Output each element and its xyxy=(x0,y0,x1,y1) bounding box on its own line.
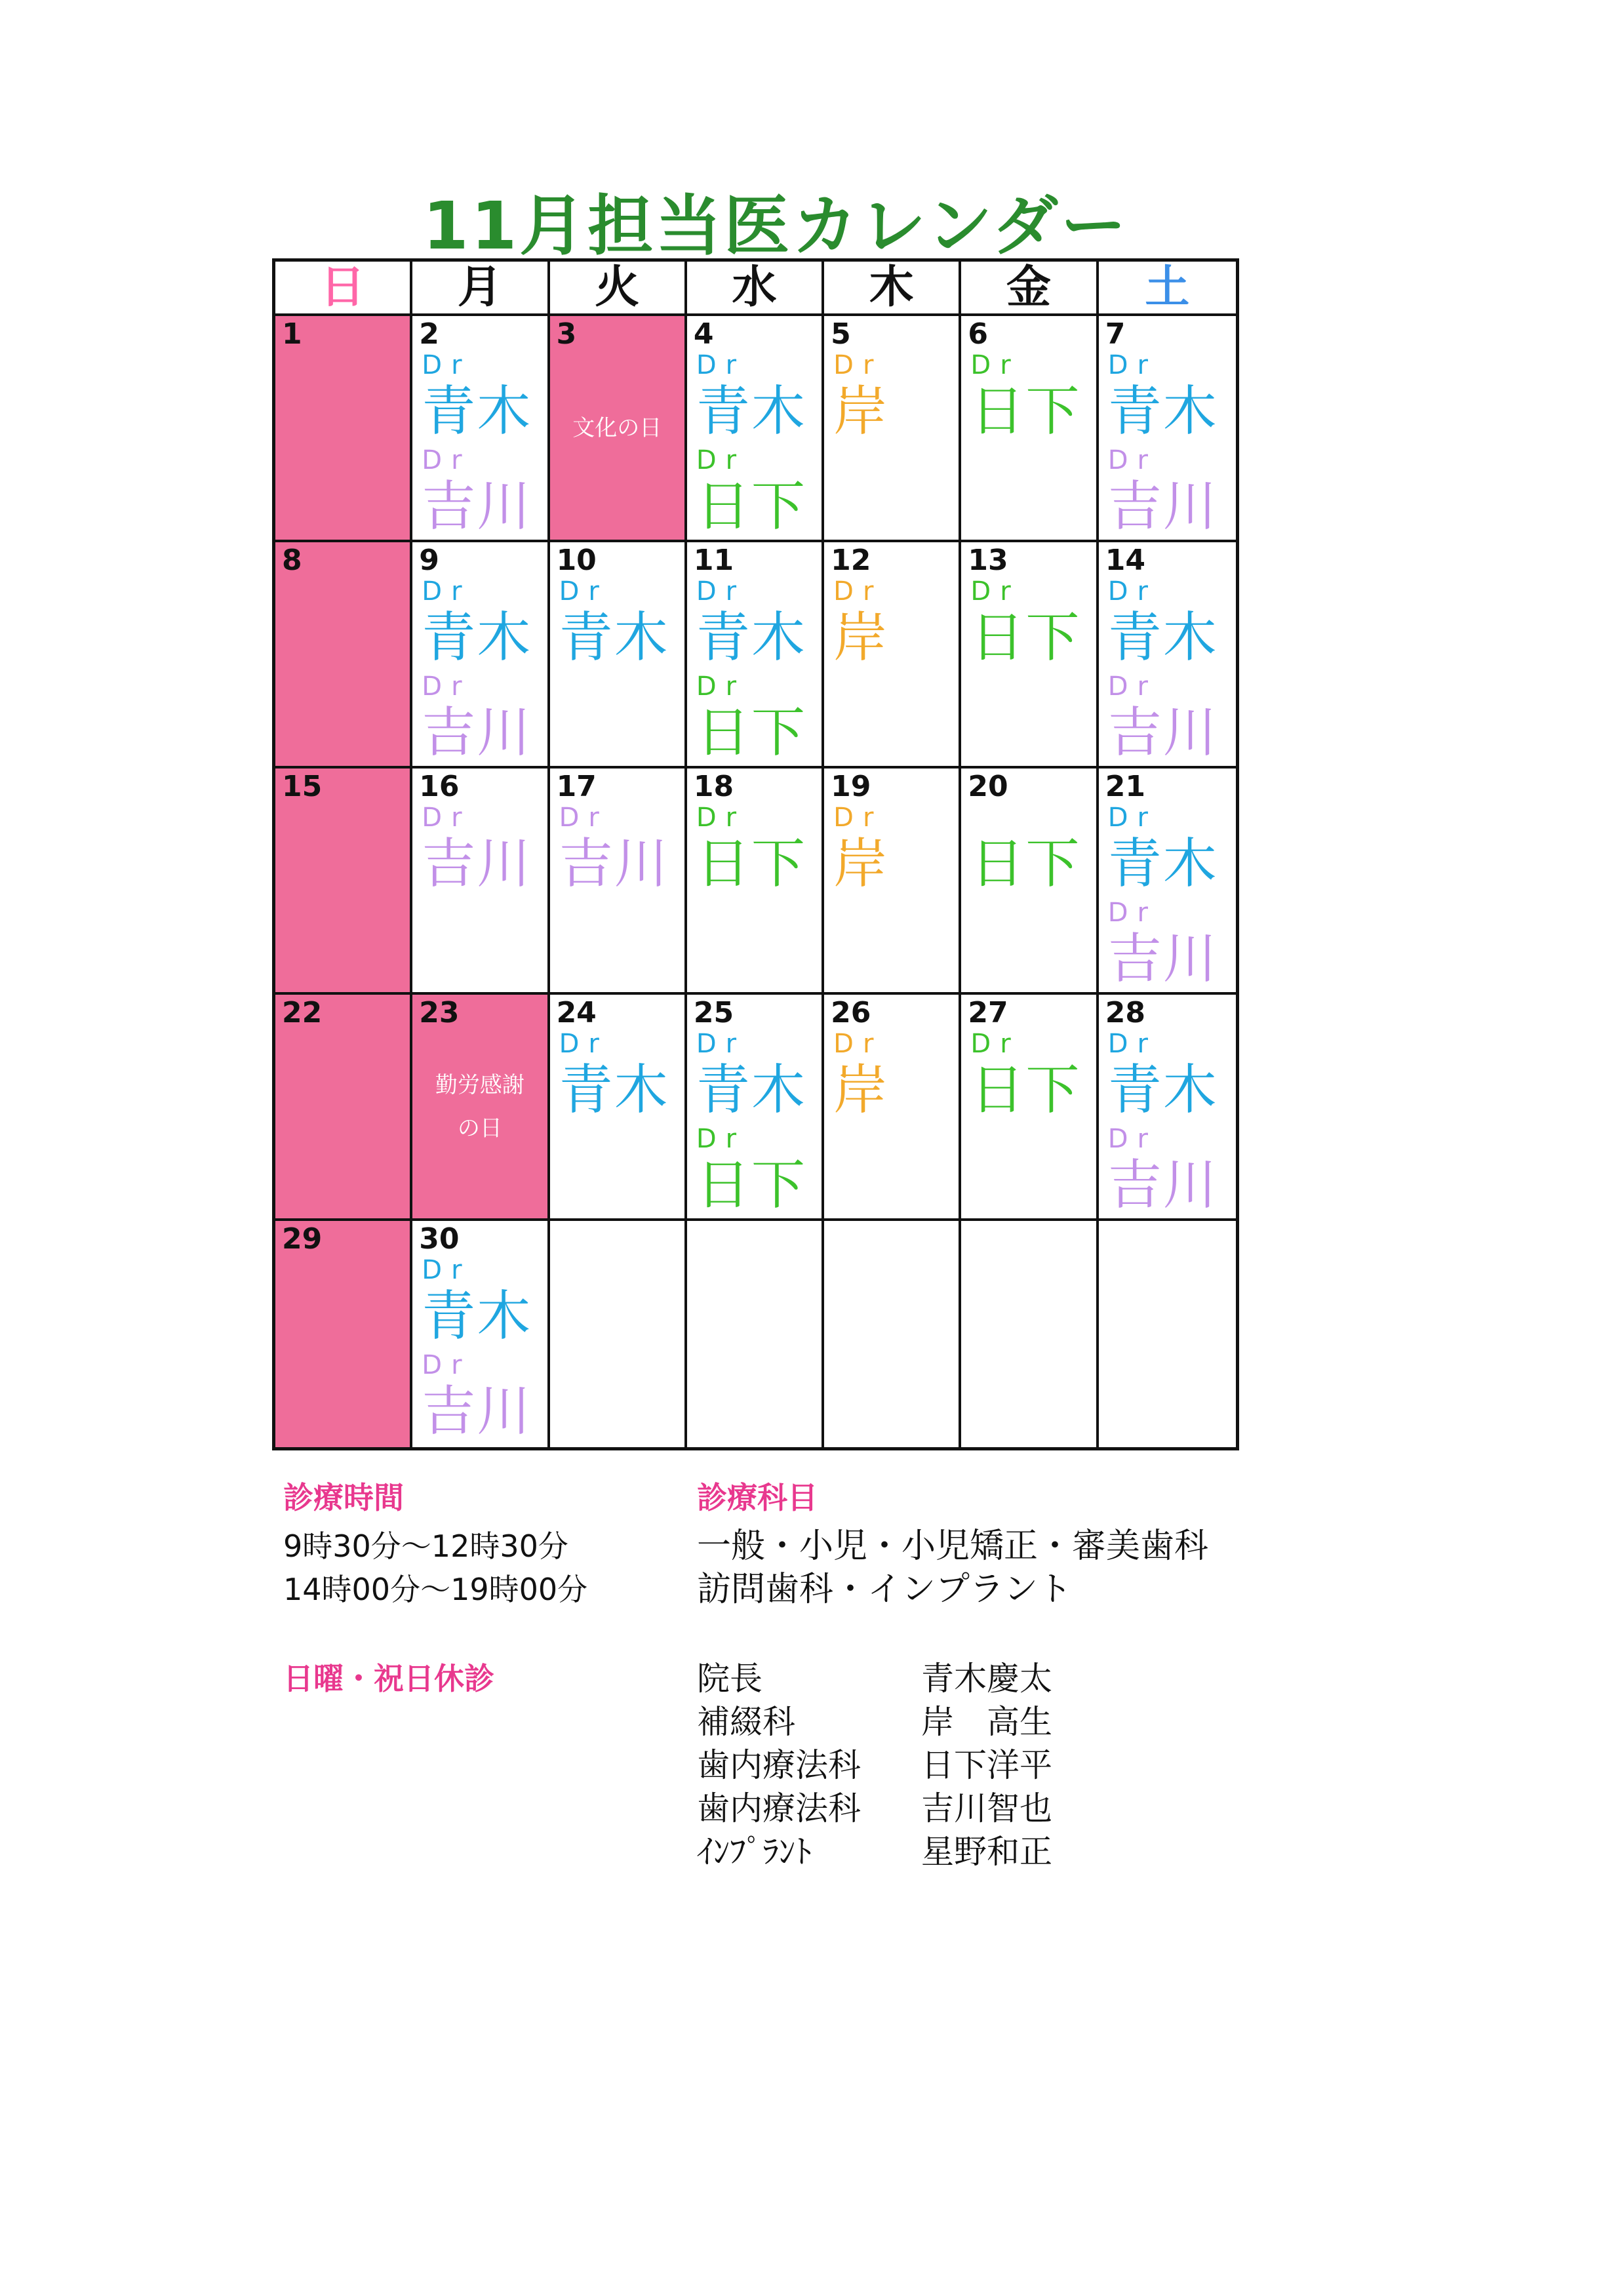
day-cell-20 xyxy=(961,768,1098,995)
staff-role: 院長 xyxy=(697,1660,762,1698)
day-number: 1 xyxy=(282,317,302,351)
doctor-name: 日下 xyxy=(696,833,806,895)
day-cell-28 xyxy=(1099,995,1236,1221)
dr-label: Dr xyxy=(833,1029,883,1059)
day-number: 29 xyxy=(282,1222,323,1256)
dr-label: Dr xyxy=(1107,350,1157,380)
doctor-entry xyxy=(1108,673,1233,768)
day-cell-27 xyxy=(961,995,1098,1221)
doctor-name: 青木 xyxy=(1107,1059,1218,1121)
day-cell-14 xyxy=(1099,542,1236,768)
day-cell-9 xyxy=(412,542,549,768)
day-number: 13 xyxy=(968,544,1008,577)
doctor-list xyxy=(559,1031,682,1126)
doctor-entry xyxy=(696,352,819,447)
day-number: 20 xyxy=(968,770,1008,803)
doctor-list xyxy=(1108,805,1233,995)
dr-label: Dr xyxy=(559,803,608,833)
day-number: 5 xyxy=(831,317,851,351)
doctor-entry xyxy=(1108,805,1233,900)
dr-label: Dr xyxy=(970,1029,1020,1059)
day-number: 18 xyxy=(693,770,734,803)
staff-name: 青木慶太 xyxy=(921,1660,1052,1698)
day-cell-7 xyxy=(1099,316,1236,542)
departments-heading: 診療科目 xyxy=(697,1480,818,1515)
day-number: 4 xyxy=(693,317,714,351)
doctor-name: 日下 xyxy=(696,1154,806,1216)
dr-label: Dr xyxy=(696,576,746,607)
dr-label: Dr xyxy=(833,576,883,607)
doctor-name: 吉川 xyxy=(1107,702,1218,764)
doctor-entry xyxy=(559,578,682,673)
doctor-name: 日下 xyxy=(970,380,1081,443)
doctor-list xyxy=(1108,352,1233,542)
day-number: 6 xyxy=(968,317,989,351)
dr-label: Dr xyxy=(422,1350,471,1380)
day-cell-17 xyxy=(550,768,687,995)
dr-label: Dr xyxy=(422,1255,471,1285)
doctor-name: 岸 xyxy=(833,1059,889,1121)
doctor-name: 青木 xyxy=(559,607,669,669)
day-number: 8 xyxy=(282,544,302,577)
day-number: 24 xyxy=(556,996,597,1029)
doctor-list xyxy=(559,805,682,900)
doctor-entry xyxy=(833,578,956,673)
doctor-name: 吉川 xyxy=(1107,1154,1218,1216)
doctor-entry xyxy=(1108,352,1233,447)
staff-name: 星野和正 xyxy=(921,1833,1052,1871)
dr-label: Dr xyxy=(833,350,883,380)
doctor-entry xyxy=(1108,447,1233,542)
doctor-name: 日下 xyxy=(970,607,1081,669)
doctor-entry xyxy=(696,1031,819,1126)
doctor-list xyxy=(1108,1031,1233,1221)
doctor-name: 青木 xyxy=(559,1059,669,1121)
dr-label: Dr xyxy=(1107,671,1157,702)
dr-label: Dr xyxy=(696,445,746,475)
empty-day-cell xyxy=(1099,1221,1236,1447)
day-number: 7 xyxy=(1105,317,1126,351)
calendar-grid xyxy=(272,258,1239,1450)
weekday-header-mon: 月 xyxy=(412,262,549,316)
doctor-name: 青木 xyxy=(1107,607,1218,669)
dr-label: Dr xyxy=(696,1124,746,1154)
doctor-list xyxy=(1108,578,1233,768)
day-cell-1 xyxy=(275,316,412,542)
doctor-entry xyxy=(422,805,544,900)
doctor-name: 岸 xyxy=(833,833,889,895)
doctor-name: 青木 xyxy=(696,1059,806,1121)
day-cell-21 xyxy=(1099,768,1236,995)
day-number: 16 xyxy=(419,770,460,803)
dr-label: Dr xyxy=(696,671,746,702)
doctor-list xyxy=(833,352,956,447)
staff-role: ｲﾝﾌﾟﾗﾝﾄ xyxy=(697,1833,812,1871)
day-number: 3 xyxy=(556,317,577,351)
staff-role: 歯内療法科 xyxy=(697,1746,861,1784)
staff-name: 吉川智也 xyxy=(921,1789,1052,1827)
day-cell-6 xyxy=(961,316,1098,542)
dr-label: Dr xyxy=(1107,1029,1157,1059)
dr-label: Dr xyxy=(422,445,471,475)
doctor-entry xyxy=(1108,1031,1233,1126)
dr-label: Dr xyxy=(970,350,1020,380)
day-cell-12 xyxy=(824,542,961,768)
doctor-list xyxy=(696,578,819,768)
doctor-list xyxy=(559,578,682,673)
doctor-list xyxy=(833,1031,956,1126)
day-cell-18 xyxy=(687,768,824,995)
doctor-name: 青木 xyxy=(422,380,532,443)
doctor-list xyxy=(970,578,1093,673)
day-cell-13 xyxy=(961,542,1098,768)
doctor-entry xyxy=(696,578,819,673)
doctor-entry xyxy=(422,447,544,542)
doctor-entry xyxy=(970,352,1093,447)
day-cell-29 xyxy=(275,1221,412,1447)
doctor-entry xyxy=(696,1126,819,1221)
day-number: 14 xyxy=(1105,544,1145,577)
day-number: 28 xyxy=(1105,996,1145,1029)
closed-notice: 日曜・祝日休診 xyxy=(283,1661,494,1696)
staff-role: 歯内療法科 xyxy=(697,1789,861,1827)
doctor-name: 青木 xyxy=(422,607,532,669)
holiday-label: 勤労感謝 の日 xyxy=(435,1071,525,1142)
doctor-name: 日下 xyxy=(970,833,1081,895)
doctor-list xyxy=(696,805,819,900)
doctor-entry xyxy=(422,1352,544,1447)
day-cell-26 xyxy=(824,995,961,1221)
dr-label: Dr xyxy=(422,350,471,380)
doctor-name: 吉川 xyxy=(422,1380,532,1443)
doctor-entry xyxy=(696,805,819,900)
day-number: 25 xyxy=(693,996,734,1029)
weekday-header-wed: 水 xyxy=(687,262,824,316)
day-cell-2 xyxy=(412,316,549,542)
day-cell-10 xyxy=(550,542,687,768)
doctor-entry xyxy=(970,805,1093,900)
day-cell-8 xyxy=(275,542,412,768)
day-cell-19 xyxy=(824,768,961,995)
doctor-entry xyxy=(970,1031,1093,1126)
doctor-name: 岸 xyxy=(833,380,889,443)
day-number: 17 xyxy=(556,770,597,803)
dr-label: Dr xyxy=(559,576,608,607)
day-number: 26 xyxy=(831,996,871,1029)
doctor-name: 吉川 xyxy=(1107,928,1218,990)
weekday-header-fri: 金 xyxy=(961,262,1098,316)
dr-label: Dr xyxy=(970,576,1020,607)
day-number: 12 xyxy=(831,544,871,577)
dr-label: Dr xyxy=(696,350,746,380)
empty-day-cell xyxy=(824,1221,961,1447)
doctor-entry xyxy=(422,673,544,768)
doctor-name: 青木 xyxy=(1107,380,1218,443)
page-title: 11月担当医カレンダー xyxy=(423,188,1129,264)
dr-label: Dr xyxy=(422,671,471,702)
hours-heading: 診療時間 xyxy=(283,1480,404,1515)
doctor-entry xyxy=(559,1031,682,1126)
doctor-name: 吉川 xyxy=(1107,475,1218,538)
doctor-list xyxy=(970,1031,1093,1126)
day-cell-23 xyxy=(412,995,549,1221)
doctor-list xyxy=(833,805,956,900)
doctor-name: 青木 xyxy=(696,607,806,669)
hours-line-2: 14時00分～19時00分 xyxy=(283,1572,588,1607)
weekday-header-tue: 火 xyxy=(550,262,687,316)
doctor-entry xyxy=(1108,578,1233,673)
day-cell-25 xyxy=(687,995,824,1221)
doctor-list xyxy=(833,578,956,673)
staff-role: 補綴科 xyxy=(697,1703,795,1741)
day-number: 30 xyxy=(419,1222,460,1256)
dr-label: Dr xyxy=(422,576,471,607)
doctor-list xyxy=(422,352,544,542)
doctor-name: 日下 xyxy=(696,702,806,764)
doctor-entry xyxy=(833,1031,956,1126)
doctor-entry xyxy=(422,352,544,447)
doctor-entry xyxy=(970,578,1093,673)
dr-label: Dr xyxy=(1107,898,1157,928)
doctor-entry xyxy=(1108,1126,1233,1221)
staff-name: 岸 高生 xyxy=(921,1703,1052,1741)
weekday-header-sat: 土 xyxy=(1099,262,1236,316)
dr-label: Dr xyxy=(696,1029,746,1059)
doctor-entry xyxy=(696,673,819,768)
empty-day-cell xyxy=(687,1221,824,1447)
dr-label: Dr xyxy=(833,803,883,833)
staff-name: 日下洋平 xyxy=(921,1746,1052,1784)
day-cell-16 xyxy=(412,768,549,995)
dr-label: Dr xyxy=(559,1029,608,1059)
day-number: 22 xyxy=(282,996,323,1029)
doctor-name: 吉川 xyxy=(559,833,669,895)
holiday-label: 文化の日 xyxy=(572,414,662,441)
empty-day-cell xyxy=(550,1221,687,1447)
doctor-name: 青木 xyxy=(696,380,806,443)
dr-label: Dr xyxy=(1107,576,1157,607)
day-cell-30 xyxy=(412,1221,549,1447)
day-number: 2 xyxy=(419,317,439,351)
day-cell-15 xyxy=(275,768,412,995)
day-number: 10 xyxy=(556,544,597,577)
day-number: 27 xyxy=(968,996,1008,1029)
day-number: 9 xyxy=(419,544,439,577)
weekday-header-sun: 日 xyxy=(275,262,412,316)
doctor-entry xyxy=(422,1257,544,1352)
doctor-list xyxy=(970,352,1093,447)
hours-line-1: 9時30分～12時30分 xyxy=(283,1528,568,1564)
dr-label: Dr xyxy=(696,803,746,833)
doctor-entry xyxy=(422,578,544,673)
dr-label: Dr xyxy=(422,803,471,833)
doctor-list xyxy=(696,352,819,542)
doctor-name: 吉川 xyxy=(422,702,532,764)
day-cell-22 xyxy=(275,995,412,1221)
departments-line-1: 一般・小児・小児矯正・審美歯科 xyxy=(697,1527,1209,1566)
dr-label: Dr xyxy=(1107,1124,1157,1154)
day-cell-24 xyxy=(550,995,687,1221)
day-cell-11 xyxy=(687,542,824,768)
doctor-name: 吉川 xyxy=(422,833,532,895)
day-cell-3 xyxy=(550,316,687,542)
weekday-header-thu: 木 xyxy=(824,262,961,316)
doctor-entry xyxy=(1108,900,1233,995)
doctor-name: 岸 xyxy=(833,607,889,669)
day-number: 21 xyxy=(1105,770,1145,803)
doctor-entry xyxy=(833,805,956,900)
doctor-entry xyxy=(559,805,682,900)
day-number: 23 xyxy=(419,996,460,1029)
doctor-list xyxy=(970,805,1093,900)
doctor-list xyxy=(422,578,544,768)
doctor-name: 吉川 xyxy=(422,475,532,538)
day-number: 15 xyxy=(282,770,323,803)
doctor-list xyxy=(422,805,544,900)
empty-day-cell xyxy=(961,1221,1098,1447)
doctor-name: 日下 xyxy=(696,475,806,538)
doctor-name: 日下 xyxy=(970,1059,1081,1121)
doctor-list xyxy=(696,1031,819,1221)
day-number: 19 xyxy=(831,770,871,803)
doctor-name: 青木 xyxy=(1107,833,1218,895)
day-number: 11 xyxy=(693,544,734,577)
doctor-list xyxy=(422,1257,544,1447)
doctor-entry xyxy=(833,352,956,447)
day-cell-4 xyxy=(687,316,824,542)
dr-label: Dr xyxy=(1107,445,1157,475)
doctor-entry xyxy=(696,447,819,542)
dr-label: Dr xyxy=(1107,803,1157,833)
day-cell-5 xyxy=(824,316,961,542)
departments-line-2: 訪問歯科・インプラント xyxy=(697,1570,1073,1609)
doctor-name: 青木 xyxy=(422,1285,532,1347)
